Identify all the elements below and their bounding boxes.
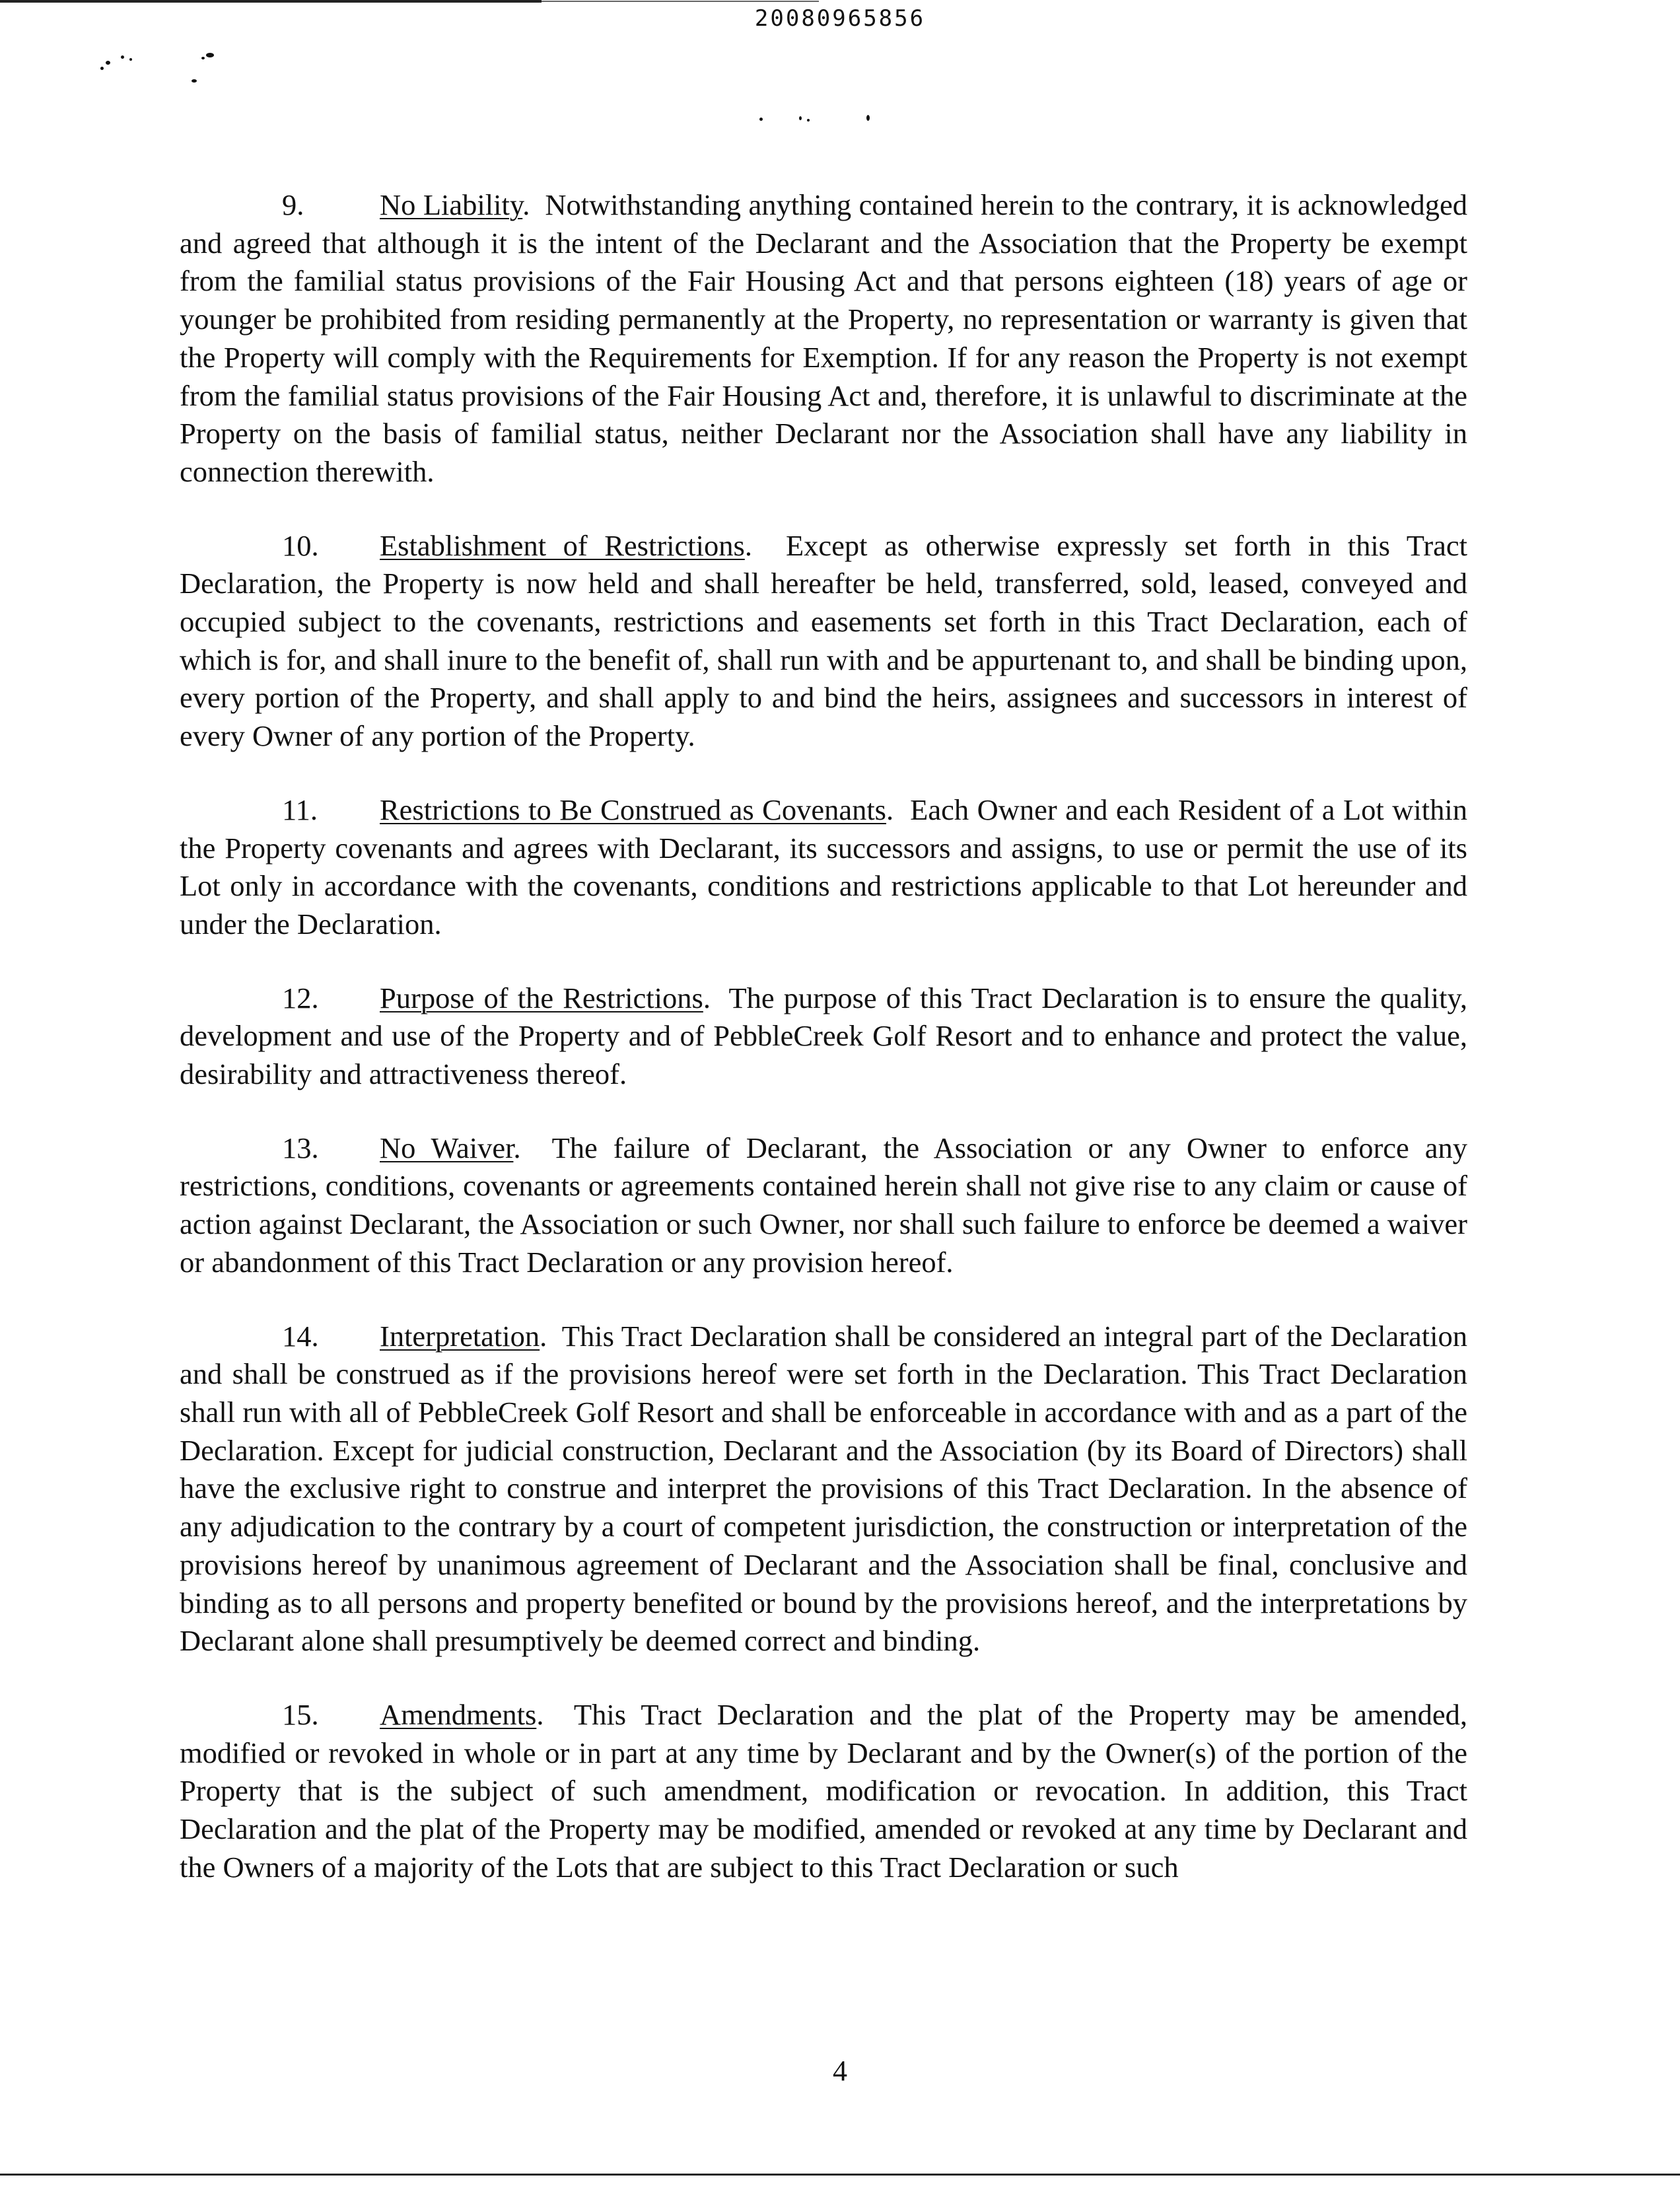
section-text: The purpose of this Tract Declaration is to ensure the quality, development and use of the Property and of PebbleCreek Golf Resort and to enhance and protect the value, desirability and attractiveness thereof. xyxy=(180,981,1467,1091)
section-number: 15. xyxy=(282,1697,319,1731)
section-number: 11. xyxy=(282,793,318,826)
page-number: 4 xyxy=(833,2055,847,2087)
section-number: 10. xyxy=(282,528,319,562)
section-heading: No Liability xyxy=(380,188,523,221)
section-15: 15. Amendments. This Tract Declaration and the plat of the Property may be amended, modified or revoked in whole or in part at any time by Declarant and by the Owner(s) of the portion of the Property that is the subject of such amendment, modification or revocation. In addition, this Tract Declaration and the plat of the Property may be modified, amended or revoked at any time by Declarant and the Owners of a majority of the Lots that are subject to this Tract Declaration or such xyxy=(180,1696,1467,1887)
section-number: 14. xyxy=(282,1319,319,1353)
section-text: The failure of Declarant, the Association or any Owner to enforce any restrictions, conditions, covenants or agreements contained herein shall not give rise to any claim or cause of action against Declarant, the Association or such Owner, nor shall such failure to enforce be deemed a waiver or abandonment of this Tract Declaration or any provision hereof. xyxy=(180,1131,1467,1279)
bottom-scan-rule xyxy=(0,2174,1680,2176)
section-heading: No Waiver xyxy=(380,1131,514,1164)
section-11: 11. Restrictions to Be Construed as Covenants. Each Owner and each Resident of a Lot within the Property covenants and agrees with Declarant, its successors and assigns, to use or permit the use of its Lot only in accordance with the covenants, conditions and restrictions applicable to that Lot hereunder and under the Declaration. xyxy=(180,791,1467,944)
section-heading: Restrictions to Be Construed as Covenants xyxy=(380,793,887,826)
section-heading: Interpretation xyxy=(380,1319,540,1353)
top-scan-rule xyxy=(0,0,542,3)
section-9: 9. No Liability. Notwithstanding anything contained herein to the contrary, it is acknowledged and agreed that although it is the intent of the Declarant and the Association that the Property be exempt from the familial status provisions of the Fair Housing Act and that persons eighteen (18) years of age or younger be prohibited from residing permanently at the Property, no representation or warranty is given that the Property will comply with the Requirements for Exemption. If for any reason the Property is not exempt from the familial status provisions of the Fair Housing Act and, therefore, it is unlawful to discriminate at the Property on the basis of familial status, neither Declarant nor the Association shall have any liability in connection therewith. xyxy=(180,186,1467,491)
section-number: 9. xyxy=(282,188,304,221)
document-body xyxy=(180,186,1467,1886)
top-scan-rule-thin xyxy=(542,1,819,2)
section-heading: Purpose of the Restrictions xyxy=(380,981,703,1014)
section-text: Notwithstanding anything contained herein to the contrary, it is acknowledged and agreed that although it is the intent of the Declarant and the Association that the Property be exempt from the familial status provisions of the Fair Housing Act and that persons eighteen (18) years of age or younger be prohibited from residing permanently at the Property, no representation or warranty is given that the Property will comply with the Requirements for Exemption. If for any reason the Property is not exempt from the familial status provisions of the Fair Housing Act and, therefore, it is unlawful to discriminate at the Property on the basis of familial status, neither Declarant nor the Association shall have any liability in connection therewith. xyxy=(180,188,1468,488)
section-14: 14. Interpretation. This Tract Declaration shall be considered an integral part of the Declaration and shall be construed as if the provisions hereof were set forth in the Declaration. This Tract Declaration shall run with all of PebbleCreek Golf Resort and shall be enforceable in accordance with and as a part of the Declaration. Except for judicial construction, Declarant and the Association (by its Board of Directors) shall have the exclusive right to construe and interpret the provisions of this Tract Declaration. In the absence of any adjudication to the contrary by a court of competent jurisdiction, the construction or interpretation of the provisions hereof by unanimous agreement of Declarant and the Association shall be final, conclusive and binding as to all persons and property benefited or bound by the provisions hereof, and the interpretations by Declarant alone shall presumptively be deemed correct and binding. xyxy=(180,1318,1467,1660)
section-heading: Establishment of Restrictions xyxy=(380,528,745,562)
section-text: Except as otherwise expressly set forth in this Tract Declaration, the Property is now held and shall hereafter be held, transferred, sold, leased, conveyed and occupied subject to the covenants, restrictions and easements set forth in this Tract Declaration, each of which is for, and shall inure to the benefit of, shall run with and be appurtenant to, and shall be binding upon, every portion of the Property, and shall apply to and bind the heirs, assignees and successors in interest of every Owner of any portion of the Property. xyxy=(180,528,1468,753)
section-number: 13. xyxy=(282,1131,319,1164)
section-13: 13. No Waiver. The failure of Declarant, the Association or any Owner to enforce any restrictions, conditions, covenants or agreements contained herein shall not give rise to any claim or cause of action against Declarant, the Association or such Owner, nor shall such failure to enforce be deemed a waiver or abandonment of this Tract Declaration or any provision hereof. xyxy=(180,1129,1467,1282)
section-text: This Tract Declaration shall be considered an integral part of the Declaration and shall be construed as if the provisions hereof were set forth in the Declaration. This Tract Declaration shall run with all of PebbleCreek Golf Resort and shall be enforceable in accordance with and as a part of the Declaration. Except for judicial construction, Declarant and the Association (by its Board of Directors) shall have the exclusive right to construe and interpret the provisions of this Tract Declaration. In the absence of any adjudication to the contrary by a court of competent jurisdiction, the construction or interpretation of the provisions hereof by unanimous agreement of Declarant and the Association shall be final, conclusive and binding as to all persons and property benefited or bound by the provisions hereof, and the interpretations by Declarant alone shall presumptively be deemed correct and binding. xyxy=(180,1319,1467,1658)
section-number: 12. xyxy=(282,981,319,1014)
document-number: 20080965856 xyxy=(754,5,926,32)
section-text: Each Owner and each Resident of a Lot within the Property covenants and agrees with Declarant, its successors and assigns, to use or permit the use of its Lot only in accordance with the covenants, conditions and restrictions applicable to that Lot hereunder and under the Declaration. xyxy=(180,793,1467,940)
section-text: This Tract Declaration and the plat of the Property may be amended, modified or revoked in whole or in part at any time by Declarant and by the Owner(s) of the portion of the Property that is the subject of such amendment, modification or revocation. In addition, this Tract Declaration and the plat of the Property may be modified, amended or revoked at any time by Declarant and the Owners of a majority of the Lots that are subject to this Tract Declaration or such xyxy=(180,1697,1467,1884)
section-12: 12. Purpose of the Restrictions. The purpose of this Tract Declaration is to ensure the quality, development and use of the Property and of PebbleCreek Golf Resort and to enhance and protect the value, desirability and attractiveness thereof. xyxy=(180,979,1467,1094)
section-heading: Amendments xyxy=(380,1697,537,1731)
section-10: 10. Establishment of Restrictions. Except as otherwise expressly set forth in this Tract Declaration, the Property is now held and shall hereafter be held, transferred, sold, leased, conveyed and occupied subject to the covenants, restrictions and easements set forth in this Tract Declaration, each of which is for, and shall inure to the benefit of, shall run with and be appurtenant to, and shall be binding upon, every portion of the Property, and shall apply to and bind the heirs, assignees and successors in interest of every Owner of any portion of the Property. xyxy=(180,527,1467,756)
